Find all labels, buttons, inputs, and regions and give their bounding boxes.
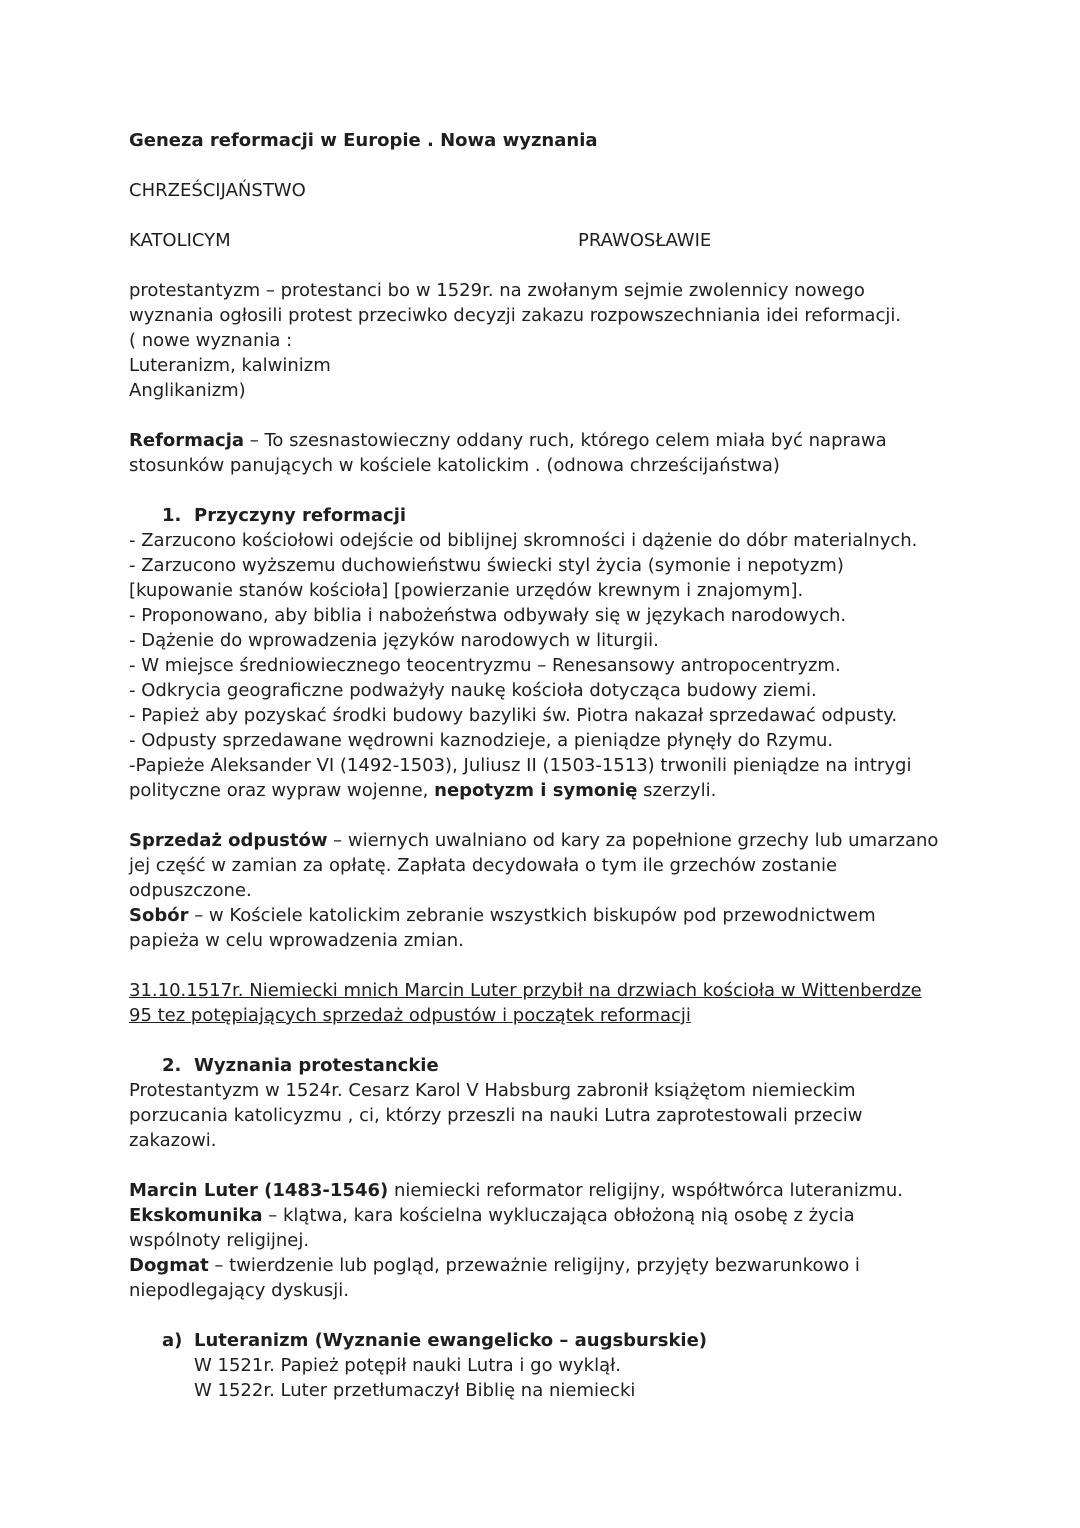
branch-katolicym: KATOLICYM: [129, 230, 231, 251]
paragraph-line: odpuszczone.: [129, 880, 252, 901]
list-item: [kupowanie stanów kościoła] [powierzanie urzędów krewnym i znajomym].: [129, 580, 804, 601]
definition-ekskomunika: Ekskomunika – klątwa, kara kościelna wykluczająca obłożoną nią osobę z życia: [129, 1205, 855, 1226]
list-item: - Dążenie do wprowadzenia języków narodowych w liturgii.: [129, 630, 659, 651]
list-item: - Odkrycia geograficzne podważyły naukę kościoła dotycząca budowy ziemi.: [129, 680, 817, 701]
document-title: Geneza reformacji w Europie . Nowa wyznania: [129, 130, 598, 151]
list-item: polityczne oraz wypraw wojenne, nepotyzm i symonię szerzyli.: [129, 780, 717, 801]
list-item: - Zarzucono wyższemu duchowieństwu świecki styl życia (symonie i nepotyzm): [129, 555, 844, 576]
section-heading-przyczyny: 1. Przyczyny reformacji: [162, 505, 407, 526]
paragraph-line: stosunków panujących w kościele katolickim . (odnowa chrześcijaństwa): [129, 455, 780, 476]
list-item: - Odpusty sprzedawane wędrowni kaznodzieje, a pieniądze płynęły do Rzymu.: [129, 730, 834, 751]
list-item: - Zarzucono kościołowi odejście od biblijnej skromności i dążenie do dóbr materialnych.: [129, 530, 918, 551]
subsection-heading-luteranizm: a) Luteranizm (Wyznanie ewangelicko – augsburskie): [162, 1330, 708, 1351]
definition-reformacja: Reformacja – To szesnastowieczny oddany ruch, którego celem miała być naprawa: [129, 430, 887, 451]
term-reformacja: Reformacja: [129, 430, 245, 451]
definition-luter: Marcin Luter (1483-1546) niemiecki reformator religijny, współtwórca luteranizmu.: [129, 1180, 903, 1201]
term-ekskomunika: Ekskomunika: [129, 1205, 263, 1226]
paragraph-line: niepodlegający dyskusji.: [129, 1280, 350, 1301]
bold-nepotyzm: nepotyzm i symonię: [434, 780, 638, 801]
section-heading-wyznania: 2. Wyznania protestanckie: [162, 1055, 439, 1076]
definition-sobor: Sobór – w Kościele katolickim zebranie wszystkich biskupów pod przewodnictwem: [129, 905, 876, 926]
paragraph-line: protestantyzm – protestanci bo w 1529r. na zwołanym sejmie zwolennicy nowego: [129, 280, 865, 301]
list-item: - Papież aby pozyskać środki budowy bazyliki św. Piotra nakazał sprzedawać odpusty.: [129, 705, 898, 726]
paragraph-line: jej część w zamian za opłatę. Zapłata decydowała o tym ile grzechów zostanie: [129, 855, 838, 876]
paragraph-line: porzucania katolicyzmu , ci, którzy przeszli na nauki Lutra zaprotestowali przeciw: [129, 1105, 863, 1126]
document-page: [129, 128, 959, 1403]
paragraph-line: W 1522r. Luter przetłumaczył Biblię na niemiecki: [194, 1380, 636, 1401]
heading-chrzescijanstwo: CHRZEŚCIJAŃSTWO: [129, 180, 306, 201]
paragraph-line: Luteranizm, kalwinizm: [129, 355, 331, 376]
paragraph-line: zakazowi.: [129, 1130, 217, 1151]
paragraph-line: Protestantyzm w 1524r. Cesarz Karol V Habsburg zabronił książętom niemieckim: [129, 1080, 856, 1101]
list-item: - W miejsce średniowiecznego teocentryzmu – Renesansowy antropocentryzm.: [129, 655, 841, 676]
term-luter: Marcin Luter (1483-1546): [129, 1180, 389, 1201]
branch-prawoslawie: PRAWOSŁAWIE: [578, 230, 712, 251]
term-sprzedaz: Sprzedaż odpustów: [129, 830, 328, 851]
paragraph-line: W 1521r. Papież potępił nauki Lutra i go wyklął.: [194, 1355, 621, 1376]
list-item: -Papieże Aleksander VI (1492-1503), Juliusz II (1503-1513) trwonili pieniądze na intrygi: [129, 755, 912, 776]
list-item: - Proponowano, aby biblia i nabożeństwa odbywały się w językach narodowych.: [129, 605, 847, 626]
definition-sprzedaz: Sprzedaż odpustów – wiernych uwalniano od kary za popełnione grzechy lub umarzano: [129, 830, 939, 851]
paragraph-line: papieża w celu wprowadzenia zmian.: [129, 930, 464, 951]
underlined-event: 31.10.1517r. Niemiecki mnich Marcin Luter przybił na drzwiach kościoła w Wittenberdze: [129, 980, 922, 1001]
term-dogmat: Dogmat: [129, 1255, 209, 1276]
paragraph-line: ( nowe wyznania :: [129, 330, 293, 351]
paragraph-line: wyznania ogłosili protest przeciwko decyzji zakazu rozpowszechniania idei reformacji.: [129, 305, 902, 326]
term-sobor: Sobór: [129, 905, 189, 926]
underlined-event: 95 tez potępiających sprzedaż odpustów i początek reformacji: [129, 1005, 691, 1026]
paragraph-line: Anglikanizm): [129, 380, 246, 401]
branches-row: [129, 228, 959, 253]
definition-dogmat: Dogmat – twierdzenie lub pogląd, przeważnie religijny, przyjęty bezwarunkowo i: [129, 1255, 860, 1276]
paragraph-line: wspólnoty religijnej.: [129, 1230, 310, 1251]
